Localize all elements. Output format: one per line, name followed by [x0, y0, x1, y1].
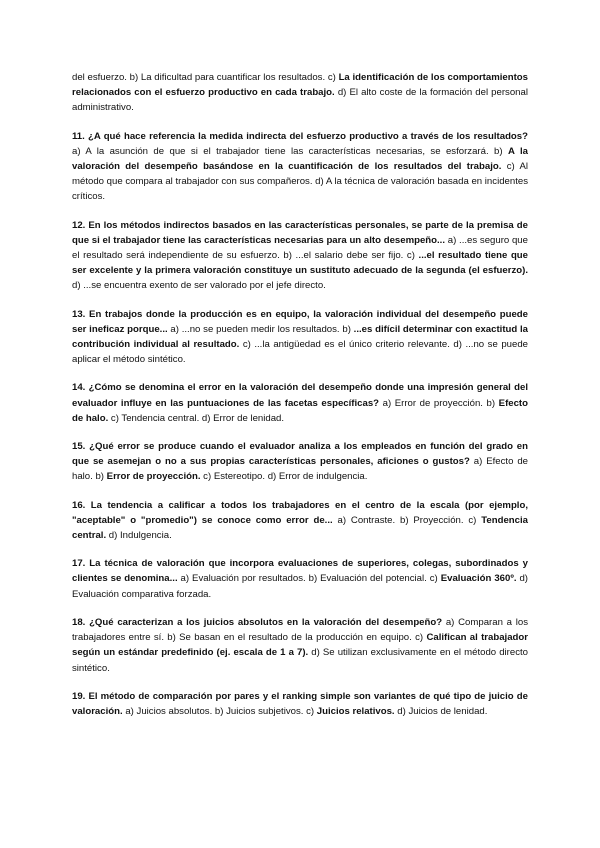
plain-text: d) ...se encuentra exento de ser valorado por el jefe directo. — [72, 280, 326, 292]
plain-text: c) Tendencia central. d) Error de lenidad. — [108, 412, 285, 424]
bold-text: 15. ¿Qué error se produce cuando el evaluador analiza a los empleados en función del grado en que se asemejan o no a sus propias características personales, aficiones o gustos? — [72, 441, 528, 468]
bold-text: 14. ¿Cómo se denomina el error en la valoración del desempeño donde una impresión general del evaluador influye en las puntuaciones de las facetas específicas? — [72, 382, 528, 409]
bold-text: ...el resultado tiene que ser excelente y la primera valoración constituye un sustituto adecuado de la segunda (el esfuerzo). — [72, 250, 529, 277]
plain-text: d) Se utilizan exclusivamente en el método directo sintético. — [72, 647, 529, 674]
plain-text: a) Juicios absolutos. b) Juicios subjetivos. c) — [122, 705, 317, 717]
bold-text: Juicios relativos. — [316, 705, 395, 717]
bold-text: ...es difícil determinar con exactitud la contribución individual al resultado. — [72, 323, 529, 351]
question-paragraph — [72, 615, 528, 676]
bold-text: 17. La técnica de valoración que incorpora evaluaciones de superiores, colegas, subordinados y clientes se denomina... — [72, 558, 528, 585]
bold-text: 12. En los métodos indirectos basados en las características personales, se parte de la premisa de que si el trabajador tiene las características necesarias para un alto desempeño... — [72, 219, 528, 246]
document-body — [72, 70, 528, 719]
question-paragraph — [72, 307, 528, 368]
plain-text: d) El alto coste de la formación del personal administrativo. — [72, 87, 528, 114]
plain-text: a) Evaluación por resultados. b) Evaluación del potencial. c) — [177, 573, 441, 585]
bold-text: 11. ¿A qué hace referencia la medida indirecta del esfuerzo productivo a través de los resultados? — [72, 130, 528, 142]
plain-text: c) Al método que compara al trabajador con sus compañeros. d) A la técnica de valoración basada en incidentes críticos. — [72, 161, 529, 203]
bold-text: La identificación de los comportamientos relacionados con el esfuerzo productivo en cada trabajo. — [72, 72, 528, 99]
plain-text: del esfuerzo. b) La dificultad para cuantificar los resultados. c) — [72, 72, 339, 83]
continuation-paragraph — [72, 70, 528, 116]
question-paragraph — [72, 380, 528, 426]
bold-text: Efecto de halo. — [72, 397, 528, 424]
plain-text: a) ...es seguro que el resultado será independiente de su esfuerzo. b) ...el salario debe ser fijo. c) — [72, 234, 528, 262]
plain-text: a) Comparan a los trabajadores entre sí. b) Se basan en el resultado de la producción en equipo. c) — [72, 616, 528, 644]
plain-text: c) Estereotipo. d) Error de indulgencia. — [200, 471, 368, 483]
bold-text: 16. La tendencia a calificar a todos los trabajadores en el centro de la escala (por ejemplo, "aceptable" o "promedio") se conoce como error de... — [72, 499, 528, 526]
bold-text: Tendencia central. — [72, 514, 528, 542]
plain-text: a) ...no se pueden medir los resultados. b) — [167, 323, 354, 335]
plain-text: a) A la asunción de que si el trabajador tiene las características necesarias, se esforzará. b) — [72, 145, 508, 157]
plain-text: a) Contraste. b) Proyección. c) — [332, 514, 482, 526]
question-paragraph — [72, 129, 528, 205]
bold-text: 13. En trabajos donde la producción es en equipo, la valoración individual del desempeño puede ser ineficaz porque... — [72, 308, 528, 335]
question-paragraph — [72, 218, 528, 294]
bold-text: 18. ¿Qué caracterizan a los juicios absolutos en la valoración del desempeño? — [72, 616, 443, 628]
plain-text: a) Efecto de halo. b) — [72, 456, 528, 483]
question-paragraph — [72, 556, 528, 602]
question-paragraph — [72, 498, 528, 544]
bold-text: Evaluación 360º. — [440, 573, 517, 585]
question-paragraph — [72, 439, 528, 485]
bold-text: Error de proyección. — [106, 471, 201, 483]
plain-text: c) ...la antigüedad es el único criterio relevante. d) ...no se puede aplicar el método sintético. — [72, 339, 528, 366]
plain-text: d) Evaluación comparativa forzada. — [72, 573, 528, 600]
plain-text: d) Juicios de lenidad. — [394, 705, 488, 717]
bold-text: 19. El método de comparación por pares y el ranking simple son variantes de qué tipo de juicio de valoración. — [72, 690, 528, 717]
plain-text: a) Error de proyección. b) — [379, 397, 499, 409]
plain-text: d) Indulgencia. — [106, 530, 172, 542]
bold-text: Califican al trabajador según un estándar predefinido (ej. escala de 1 a 7). — [72, 632, 529, 659]
bold-text: A la valoración del desempeño basándose en la cuantificación de los resultados del trabajo. — [72, 145, 528, 173]
question-paragraph — [72, 689, 528, 719]
